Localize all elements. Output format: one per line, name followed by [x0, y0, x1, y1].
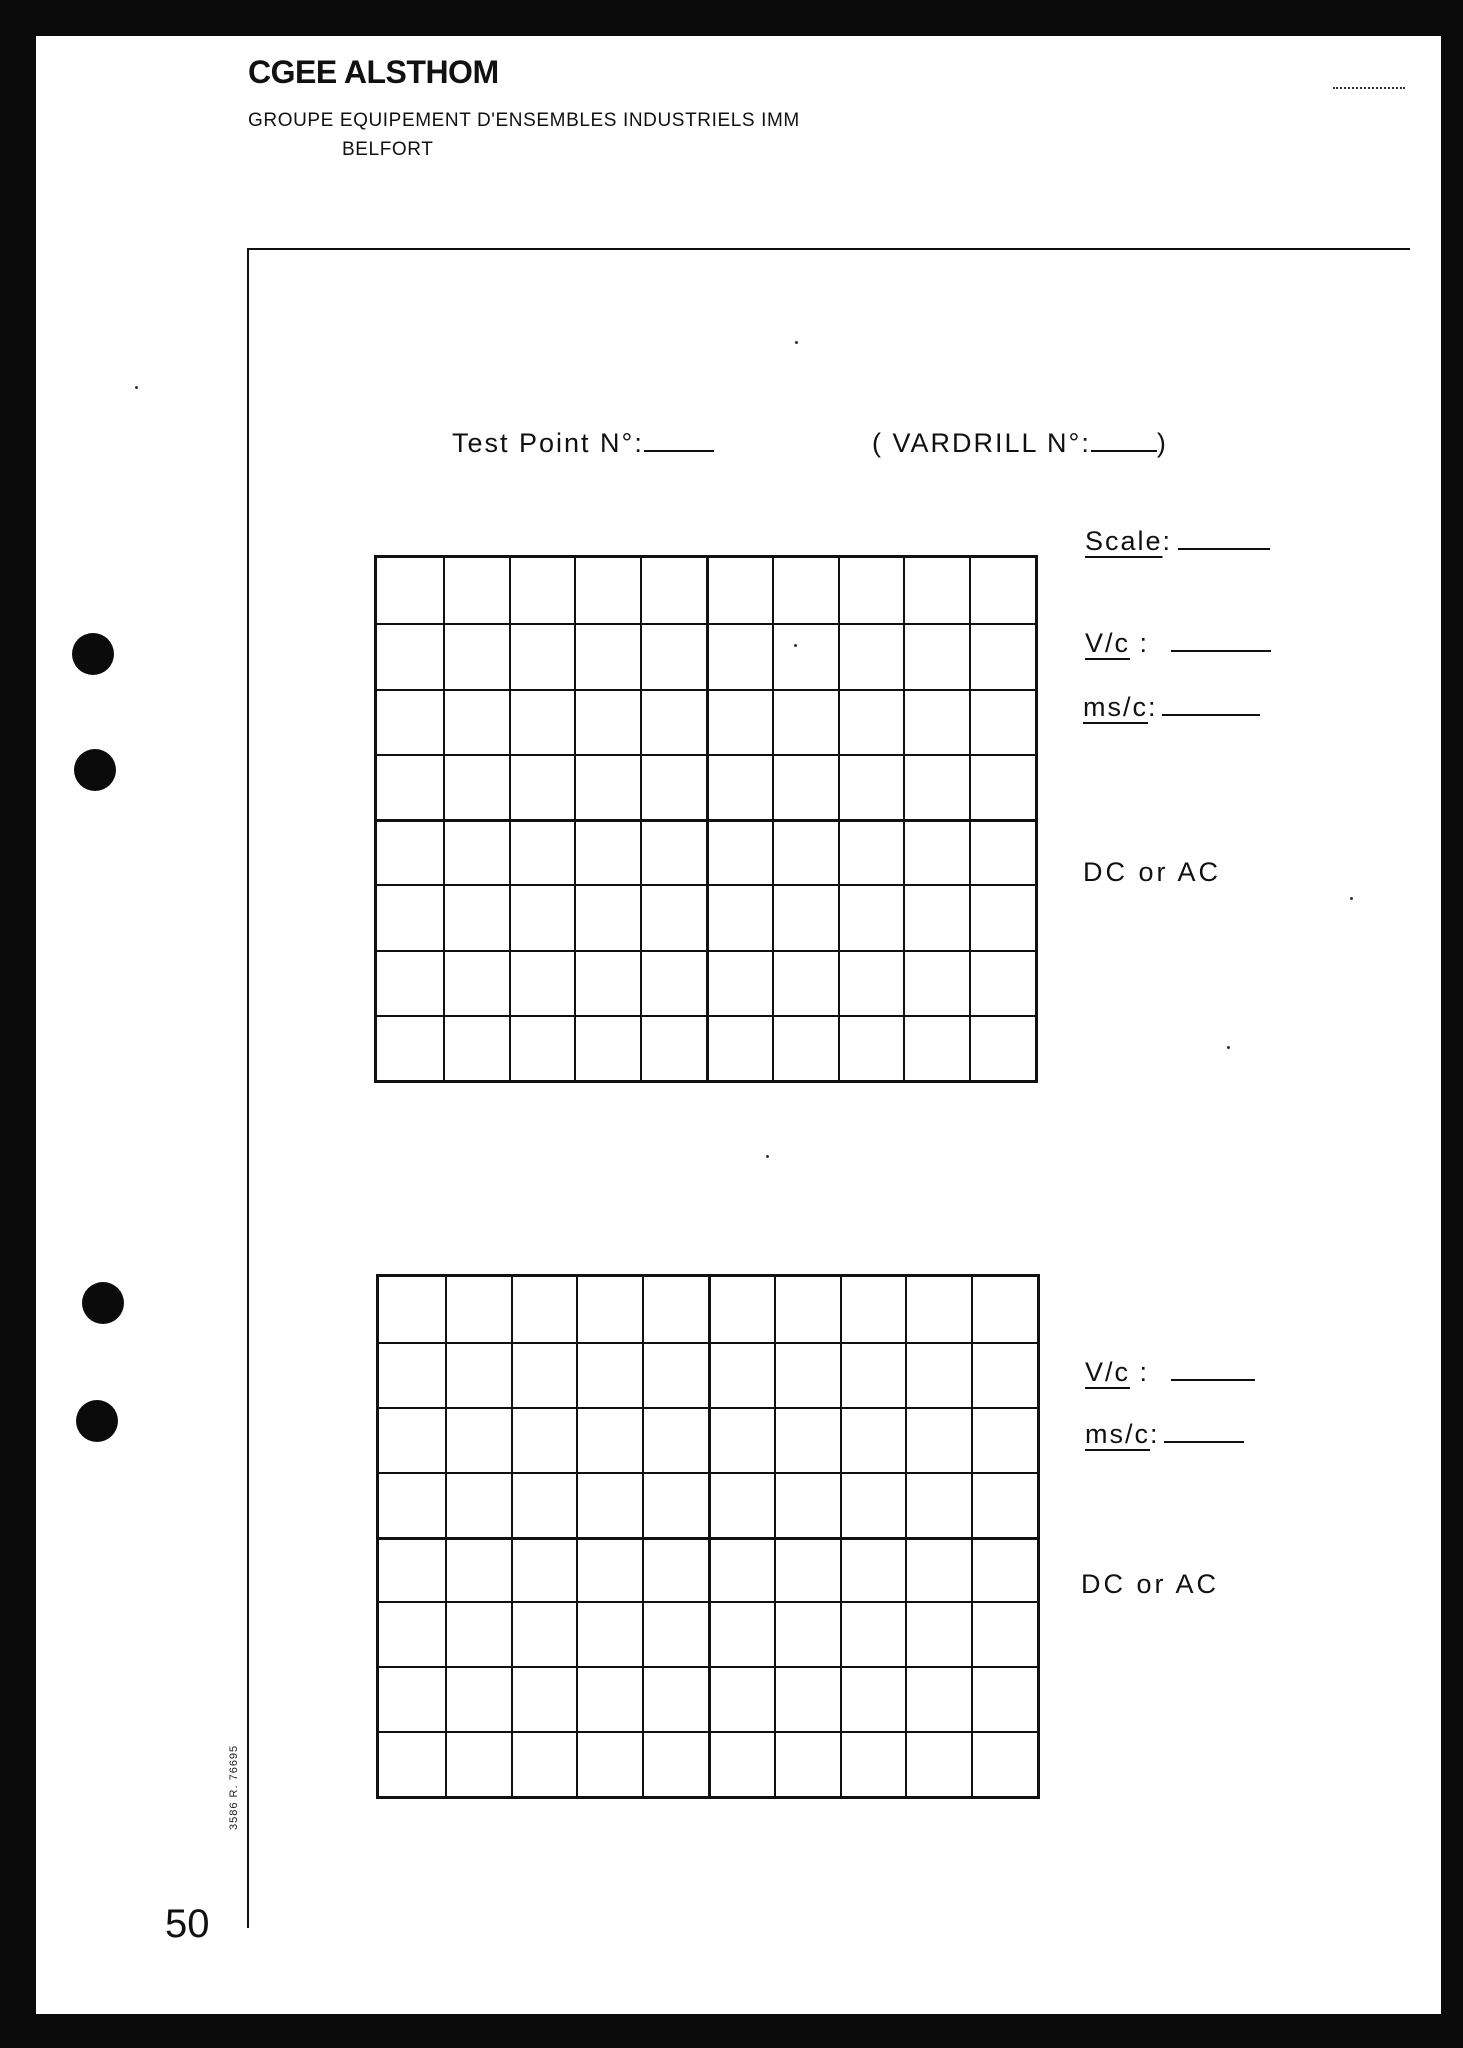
- scan-speck: [1227, 1046, 1230, 1049]
- scan-speck: [795, 341, 798, 344]
- test-point-field: [452, 428, 714, 459]
- header-dotted-line: [1333, 87, 1405, 89]
- oscilloscope-grid-2: [376, 1274, 1040, 1799]
- grid-horizontal-line: [379, 1666, 1037, 1668]
- test-point-blank: [644, 428, 714, 452]
- scan-speck: [1350, 897, 1353, 900]
- grid-horizontal-line: [379, 1537, 1037, 1540]
- scan-speck: [766, 1155, 769, 1158]
- vardrill-field: [872, 428, 1168, 459]
- vardrill-blank: [1091, 428, 1157, 452]
- vc-label: V/c: [1085, 628, 1131, 658]
- page-number: 50: [165, 1902, 210, 1946]
- msc-blank: [1162, 692, 1260, 716]
- msc-colon: :: [1150, 1419, 1160, 1449]
- grid-horizontal-line: [377, 754, 1035, 756]
- scale-label: Scale: [1085, 526, 1163, 556]
- vc-blank: [1171, 628, 1271, 652]
- form-reference-code: 3586 R. 76695: [228, 1744, 240, 1830]
- vc-colon: :: [1139, 1357, 1150, 1387]
- grid-horizontal-line: [377, 1015, 1035, 1017]
- scale-field: [1085, 526, 1270, 557]
- vardrill-label: ( VARDRILL N°:: [872, 428, 1091, 458]
- vc-colon: :: [1139, 628, 1150, 658]
- grid-horizontal-line: [379, 1407, 1037, 1409]
- vc-blank: [1171, 1357, 1255, 1381]
- msc-colon: :: [1148, 692, 1158, 722]
- binder-hole: [82, 1282, 124, 1324]
- company-logo-text: CGEE ALSTHOM: [248, 54, 499, 90]
- scan-speck: [794, 644, 797, 647]
- company-city: BELFORT: [342, 139, 434, 160]
- msc-blank: [1164, 1419, 1244, 1443]
- ms-per-division-field-1: [1083, 692, 1260, 723]
- grid-horizontal-line: [379, 1342, 1037, 1344]
- test-point-label: Test Point N°:: [452, 428, 644, 458]
- grid-horizontal-line: [377, 884, 1035, 886]
- grid-horizontal-line: [377, 950, 1035, 952]
- volts-per-division-field-2: [1085, 1357, 1255, 1388]
- vardrill-close-paren: ): [1156, 428, 1168, 458]
- dc-or-ac-1: DC or AC: [1083, 857, 1222, 887]
- scale-blank: [1178, 526, 1270, 550]
- scan-speck: [135, 386, 138, 389]
- msc-label: ms/c: [1083, 692, 1148, 722]
- company-group-name: GROUPE EQUIPEMENT D'ENSEMBLES INDUSTRIELS IMM: [248, 110, 800, 131]
- binder-hole: [74, 749, 116, 791]
- grid-horizontal-line: [379, 1601, 1037, 1603]
- grid-horizontal-line: [379, 1472, 1037, 1474]
- binder-hole: [76, 1400, 118, 1442]
- scale-colon: :: [1162, 526, 1173, 556]
- grid-horizontal-line: [379, 1731, 1037, 1733]
- grid-horizontal-line: [377, 689, 1035, 691]
- binder-hole: [72, 633, 114, 675]
- frame-top-rule: [248, 248, 1410, 250]
- vc-label: V/c: [1085, 1357, 1131, 1387]
- msc-label: ms/c: [1085, 1419, 1150, 1449]
- grid-horizontal-line: [377, 623, 1035, 625]
- oscilloscope-grid-1: [374, 555, 1038, 1083]
- ms-per-division-field-2: [1085, 1419, 1244, 1450]
- frame-left-rule: [247, 248, 249, 1928]
- volts-per-division-field-1: [1085, 628, 1271, 659]
- dc-or-ac-2: DC or AC: [1081, 1569, 1220, 1599]
- grid-horizontal-line: [377, 819, 1035, 822]
